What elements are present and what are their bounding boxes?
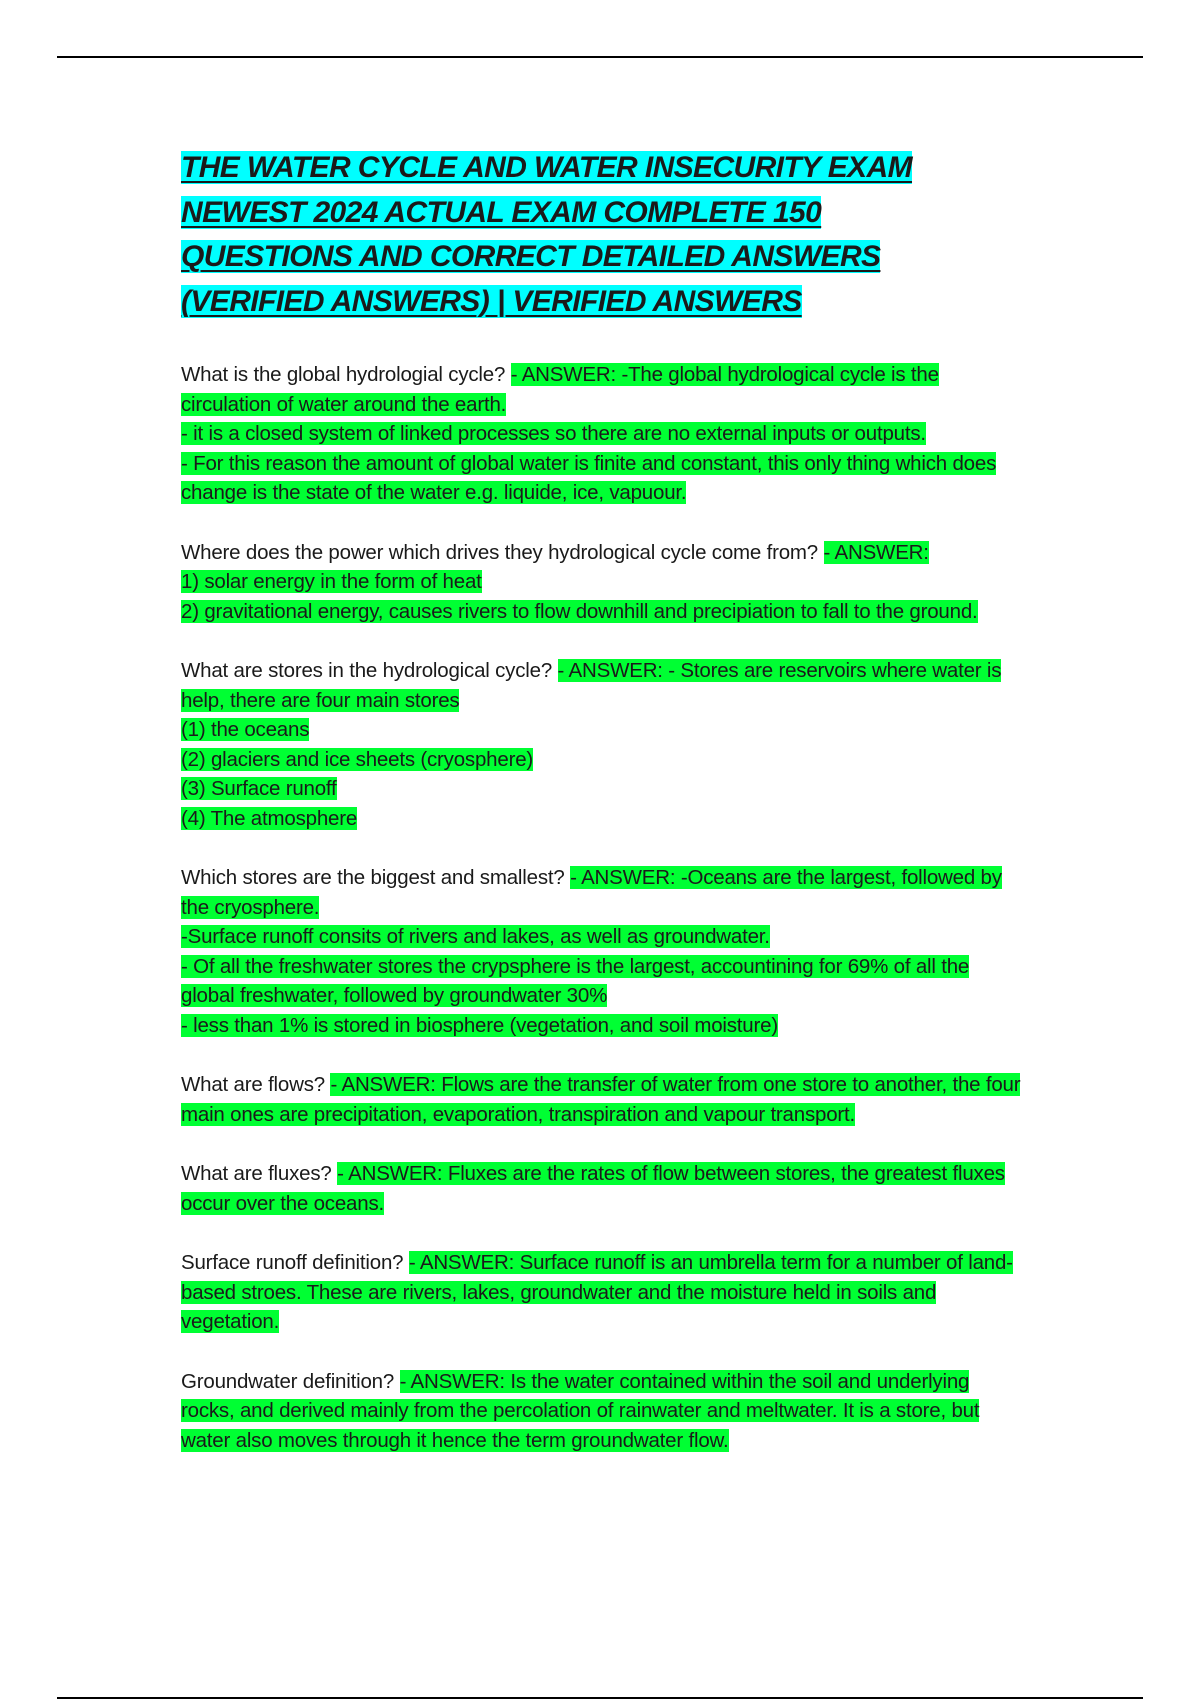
question-text: Where does the power which drives they hydrological cycle come from? xyxy=(181,540,824,564)
question-text: What are stores in the hydrological cycle? xyxy=(181,659,558,682)
answer-text xyxy=(181,659,1001,830)
answer-line: 2) gravitational energy, causes rivers to flow downhill and precipiation to fall to the ground. xyxy=(181,599,978,623)
answer-line: 1) solar energy in the form of heat xyxy=(181,570,482,593)
document-body xyxy=(181,146,1021,1485)
answer-line: - ANSWER: Fluxes are the rates of flow between stores, the greatest fluxes occur over the oceans. xyxy=(181,1162,1005,1215)
question-text: Which stores are the biggest and smallest? xyxy=(181,866,571,889)
question-text: Surface runoff definition? xyxy=(181,1251,409,1274)
qa-item-stores xyxy=(181,656,1021,833)
answer-line: - For this reason the amount of global water is finite and constant, this only thing which does change is the state of the water e.g. liquide, ice, vapuour. xyxy=(181,451,997,504)
answer-line: - ANSWER: xyxy=(823,540,929,564)
qa-item-biggest-smallest xyxy=(181,863,1021,1040)
answer-line: -Surface runoff consits of rivers and lakes, as well as groundwater. xyxy=(181,925,770,948)
answer-line: - ANSWER: Is the water contained within the soil and underlying rocks, and derived mainly from the percolation of rainwater and meltwater. It is a store, but water also moves through it hence the term groundwater flow. xyxy=(181,1369,980,1452)
title-line: NEWEST 2024 ACTUAL EXAM COMPLETE 150 xyxy=(181,195,822,229)
qa-item-power-source xyxy=(181,538,1021,627)
answer-line: - ANSWER: -Oceans are the largest, followed by the cryosphere. xyxy=(181,866,1002,919)
answer-line: - ANSWER: Flows are the transfer of water from one store to another, the four main ones are precipitation, evaporation, transpiration and vapour transport. xyxy=(181,1073,1021,1126)
answer-line: - Of all the freshwater stores the crypsphere is the largest, accountining for 69% of all the global freshwater, followed by groundwater 30% xyxy=(181,954,970,1007)
answer-line: - ANSWER: - Stores are reservoirs where water is help, there are four main stores xyxy=(181,659,1002,712)
document-title xyxy=(181,146,1021,324)
answer-line: (4) The atmosphere xyxy=(181,806,358,830)
question-text: What is the global hydrologial cycle? xyxy=(181,363,511,386)
qa-item-fluxes xyxy=(181,1159,1021,1218)
answer-line: (1) the oceans xyxy=(181,718,310,741)
qa-item-surface-runoff xyxy=(181,1248,1021,1337)
answer-line: (2) glaciers and ice sheets (cryosphere) xyxy=(181,747,534,771)
title-line: THE WATER CYCLE AND WATER INSECURITY EXAM xyxy=(181,151,912,184)
answer-line: - it is a closed system of linked processes so there are no external inputs or outputs. xyxy=(181,422,926,445)
header-rule xyxy=(57,56,1143,58)
qa-item-groundwater xyxy=(181,1367,1021,1456)
answer-line: (3) Surface runoff xyxy=(181,777,337,800)
answer-line: - ANSWER: Surface runoff is an umbrella term for a number of land-based stroes. These are rivers, lakes, groundwater and the moisture held in soils and vegetation. xyxy=(181,1251,1013,1333)
qa-item-flows xyxy=(181,1070,1021,1129)
footer-rule xyxy=(57,1697,1143,1699)
qa-item-hydrological-cycle xyxy=(181,360,1021,508)
title-line: QUESTIONS AND CORRECT DETAILED ANSWERS xyxy=(181,240,881,273)
question-text: What are flows? xyxy=(181,1073,331,1096)
answer-text xyxy=(181,866,1002,1037)
title-line: (VERIFIED ANSWERS) | VERIFIED ANSWERS xyxy=(181,284,802,318)
question-text: Groundwater definition? xyxy=(181,1369,400,1393)
question-text: What are fluxes? xyxy=(181,1162,338,1185)
answer-line: - less than 1% is stored in biosphere (vegetation, and soil moisture) xyxy=(181,1013,778,1037)
answer-line: - ANSWER: -The global hydrological cycle is the circulation of water around the earth. xyxy=(181,363,939,416)
